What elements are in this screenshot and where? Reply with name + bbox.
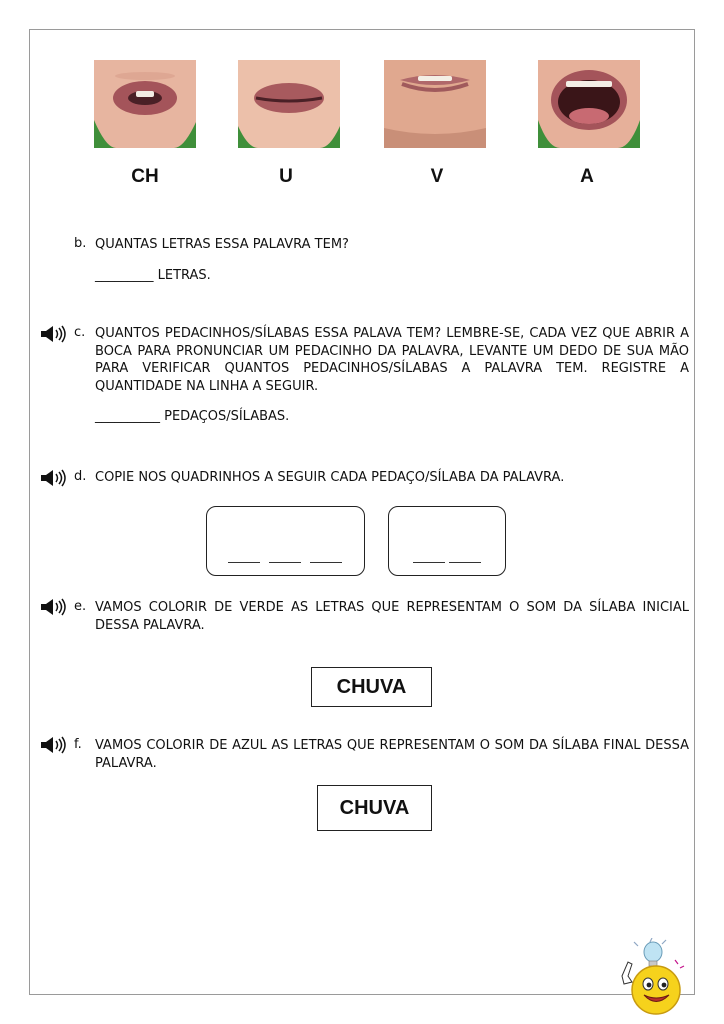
question-b-answer-line[interactable]: _________ LETRAS. bbox=[95, 268, 211, 283]
mouth-v-image bbox=[384, 60, 486, 148]
speaker-icon[interactable] bbox=[39, 735, 69, 755]
mouth-u-image bbox=[238, 60, 340, 148]
syllable-label-2: U bbox=[279, 166, 293, 187]
speaker-icon[interactable] bbox=[39, 468, 69, 488]
mouth-ch-image bbox=[94, 60, 196, 148]
word-box-blue[interactable]: CHUVA bbox=[317, 785, 432, 831]
syllable-label-3: V bbox=[430, 166, 444, 187]
syllable-label-4: A bbox=[580, 166, 594, 187]
syllable-label-1: CH bbox=[131, 166, 159, 187]
question-c-label: c. bbox=[74, 325, 86, 340]
question-b-label: b. bbox=[74, 236, 87, 251]
question-f-text: VAMOS COLORIR DE AZUL AS LETRAS QUE REPRESENTAM O SOM DA SÍLABA FINAL DESSA PALAVRA. bbox=[95, 738, 689, 771]
question-f-label: f. bbox=[74, 737, 82, 752]
smiley-lightbulb-icon bbox=[612, 938, 690, 1018]
speaker-icon[interactable] bbox=[39, 324, 69, 344]
letter-blank bbox=[310, 562, 342, 563]
question-d-text: COPIE NOS QUADRINHOS A SEGUIR CADA PEDAÇO/SÍLABA DA PALAVRA. bbox=[95, 470, 565, 485]
question-e-text: VAMOS COLORIR DE VERDE AS LETRAS QUE REPRESENTAM O SOM DA SÍLABA INICIAL DESSA PALAVRA. bbox=[95, 600, 689, 633]
question-d-label: d. bbox=[74, 469, 87, 484]
letter-blank bbox=[413, 562, 445, 563]
question-e-label: e. bbox=[74, 599, 87, 614]
question-c-text: QUANTOS PEDACINHOS/SÍLABAS ESSA PALAVA TEM? LEMBRE-SE, CADA VEZ QUE ABRIR A BOCA PARA PRONUNCIAR UM PEDACINHO DA PALAVRA, LEVANTE UM DEDO DE SUA MÃO PARA VERIFICAR QUANTOS PEDACINHOS/SÍLABAS A PALAVRA TEM. REGISTRE A QUANTIDADE NA LINHA A SEGUIR. bbox=[95, 326, 689, 394]
letter-blank bbox=[228, 562, 260, 563]
speaker-icon[interactable] bbox=[39, 597, 69, 617]
letter-blank bbox=[269, 562, 301, 563]
question-b-text: QUANTAS LETRAS ESSA PALAVRA TEM? bbox=[95, 237, 349, 252]
syllable-box-1[interactable] bbox=[206, 506, 365, 576]
question-c-answer-line[interactable]: __________ PEDAÇOS/SÍLABAS. bbox=[95, 409, 290, 424]
word-box-green[interactable]: CHUVA bbox=[311, 667, 432, 707]
mouth-a-image bbox=[538, 60, 640, 148]
syllable-box-2[interactable] bbox=[388, 506, 506, 576]
letter-blank bbox=[449, 562, 481, 563]
